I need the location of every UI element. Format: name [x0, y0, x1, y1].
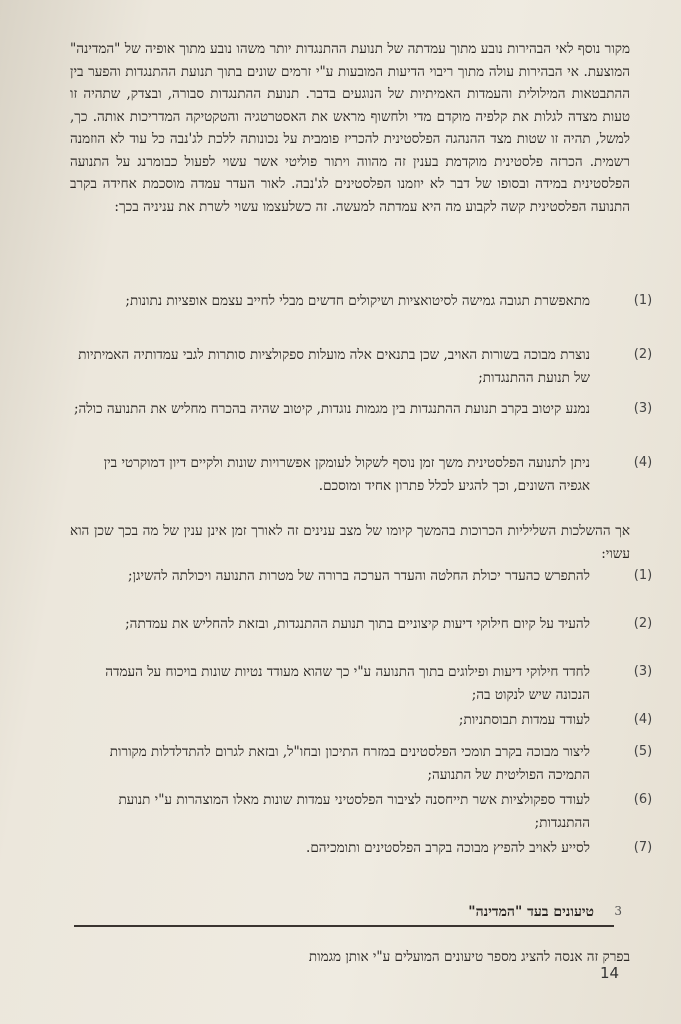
risks-list: [70, 565, 653, 867]
list-item: [70, 398, 653, 452]
list-item: [70, 741, 653, 789]
item-number: (2): [633, 347, 653, 362]
section-number: 3: [614, 904, 622, 918]
item-number: (4): [633, 455, 653, 470]
item-text: נמנע קיטוב בקרב תנועת ההתנגדות בין מגמות נוגדות, קיטוב שהיה בהכרח מחליש את התנועה כולה;: [73, 401, 590, 417]
section-title: טיעונים בעד "המדינה": [468, 904, 594, 920]
list-item: [70, 613, 653, 661]
item-number: (1): [633, 568, 653, 583]
list-item: [70, 661, 653, 709]
item-text: ניתן לתנועה הפלסטינית משך זמן נוסף לשקול לעומקן אפשרויות שונות ולקיים דיון דמוקרטי בין אגפיה השונים, וכך להגיע לכלל פתרון אחיד ומוסכם.: [103, 455, 590, 494]
item-text: ליצור מבוכה בקרב תומכי הפלסטינים במזרח התיכון ובחו"ל, ובזאת לגרום להתדלדלות מקורות התמיכה הפוליטית של התנועה;: [109, 744, 590, 783]
item-number: (3): [633, 401, 653, 416]
item-number: (1): [633, 293, 653, 308]
list-item: [70, 565, 653, 613]
item-text: להתפרש כהעדר יכולת החלטה והעדר הערכה ברורה של מטרות התנועה ויכולתה להשיגן;: [128, 568, 590, 584]
list-item: [70, 789, 653, 837]
section-heading: [74, 904, 622, 921]
item-number: (2): [633, 616, 653, 631]
section-divider: [74, 925, 614, 927]
item-text: לעודד ספקולציות אשר תייחסנה לציבור הפלסטיני עמדות שונות מאלו המוצהרות ע"י תנועת ההתנגדות;: [118, 792, 590, 831]
transition-paragraph: אך ההשלכות השליליות הכרוכות בהמשך קיומו של מצב ענינים זה לאורך זמן אינן ענין של מה בכך שכן הוא עשוי:: [70, 523, 630, 562]
item-number: (4): [633, 712, 653, 727]
item-text: לחדד חילוקי דיעות ופילוגים בתוך התנועה ע"י כך שהוא מעודד נטיות שונות בויכוח על העמדה הנכונה שיש לנקוט בה;: [105, 664, 590, 703]
intro-paragraph: מקור נוסף לאי הבהירות נובע מתוך עמדתה של תנועת ההתנגדות יותר משהו נובע מתוך אופיה של "המדינה" המוצעת. אי הבהירות עולה מתוך ריבוי הדיעות המובעות ע"י זרמים שונים בתוך תנועת ההתנגדות והפער בין ההתבטאות המילולית והעמדות האמיתיות של הנוגעים בדבר. תנועת ההתנגדות סבורה, ובצדק, שתהיה זו טעות מצדה לגלות את קלפיה מוקדם מדי ולחשוף מראש את האסטרטגיה והטקטיקה המדריכות אותה. כך, למשל, תהיה זו שטות מצד ההנהגה הפלסטינית להכריז פומבית על נכונותה ללכת לג'נבה כל עוד לא הוזמנה רשמית. הכרזה פלסטינית מוקדמת בענין זה מהווה ויתור פוליטי אשר עשוי לפעול כבומרנג על התנועה הפלסטינית במידה ובסופו של דבר לא יוזמנו הפלסטינים לג'נבה. לאור העדר עמדה מוסכמת אחידה בקרב התנועה הפלסטינית קשה לקבוע מה היא עמדתה למעשה. זה כשלעצמו עשוי לשרת את עניניה בכך:: [70, 41, 630, 215]
item-text: מתאפשרת תגובה גמישה לסיטואציות ושיקולים חדשים מבלי לחייב עצמם אופציות נתונות;: [125, 293, 590, 309]
list-item: [70, 709, 653, 741]
item-text: לסייע לאויב להפיץ מבוכה בקרב הפלסטינים ותומכיהם.: [306, 840, 590, 856]
item-number: (5): [633, 744, 653, 759]
list-item: [70, 290, 653, 344]
item-number: (6): [633, 792, 653, 807]
item-number: (3): [633, 664, 653, 679]
advantages-list: [70, 290, 653, 522]
item-text: לעודד עמדות תבוסתניות;: [458, 712, 590, 728]
list-item: [70, 344, 653, 398]
item-number: (7): [633, 840, 653, 855]
list-item: [70, 452, 653, 522]
list-item: [70, 837, 653, 867]
item-text: להעיד על קיום חילוקי דיעות קיצוניים בתוך תנועת ההתנגדות, ובזאת להחליש את עמדתה;: [125, 616, 590, 632]
page-number: 14: [600, 964, 620, 982]
item-text: נוצרת מבוכה בשורות האויב, שכן בתנאים אלה מועלות ספקולציות סותרות לגבי עמדותיה האמיתיות של תנועת ההתנגדות;: [78, 347, 590, 386]
closing-line: בפרק זה אנסה להציג מספר טיעונים המועלים ע"י אותן מגמות: [308, 949, 630, 965]
